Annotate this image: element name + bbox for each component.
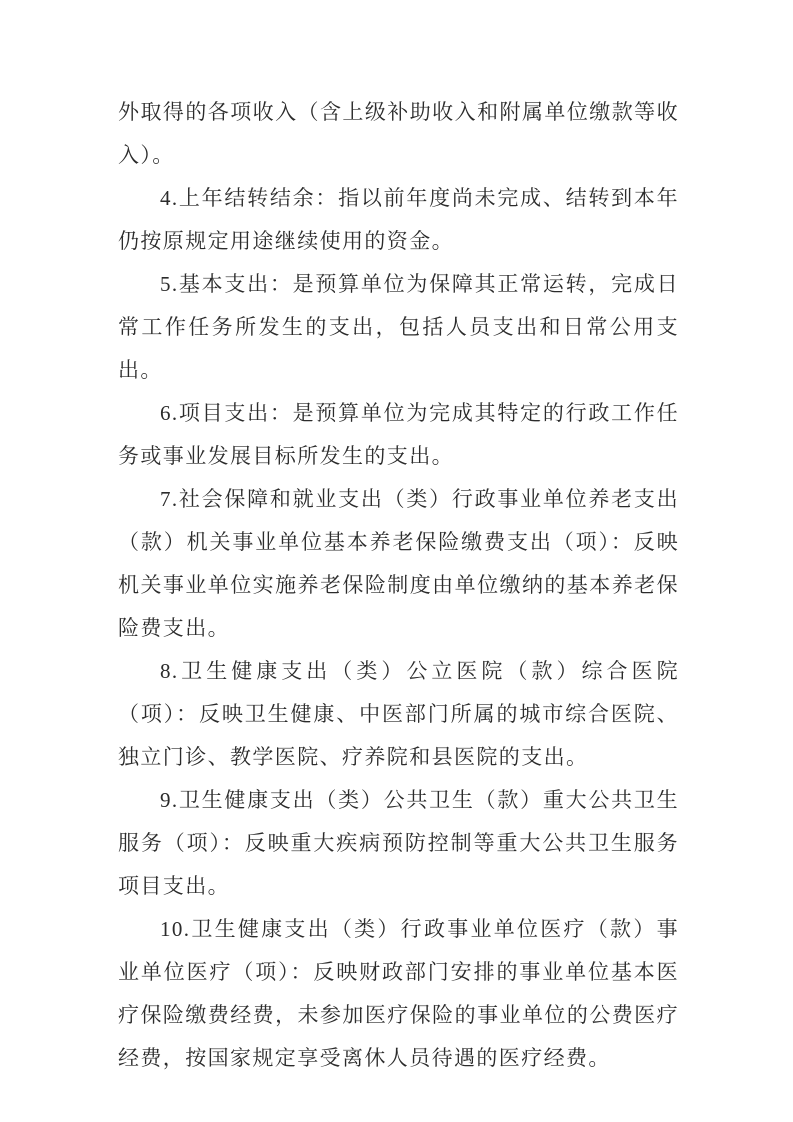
paragraph: 9.卫生健康支出（类）公共卫生（款）重大公共卫生服务（项）：反映重大疾病预防控制等重大公共卫生服务项目支出。 (118, 788, 679, 898)
paragraph: 外取得的各项收入（含上级补助收入和附属单位缴款等收入）。 (118, 100, 679, 167)
paragraph: 10.卫生健康支出（类）行政事业单位医疗（款）事业单位医疗（项）：反映财政部门安排的事业单位基本医疗保险缴费经费，未参加医疗保险的事业单位的公费医疗经费，按国家规定享受离休人员待遇的医疗经费。 (118, 917, 679, 1070)
paragraph: 5.基本支出：是预算单位为保障其正常运转，完成日常工作任务所发生的支出，包括人员支出和日常公用支出。 (118, 272, 679, 382)
paragraph: 6.项目支出：是预算单位为完成其特定的行政工作任务或事业发展目标所发生的支出。 (118, 401, 679, 468)
paragraph: 7.社会保障和就业支出（类）行政事业单位养老支出（款）机关事业单位基本养老保险缴费支出（项）：反映机关事业单位实施养老保险制度由单位缴纳的基本养老保险费支出。 (118, 487, 679, 640)
document-body (118, 91, 679, 1080)
paragraph: 8.卫生健康支出（类）公立医院（款）综合医院（项）：反映卫生健康、中医部门所属的城市综合医院、独立门诊、教学医院、疗养院和县医院的支出。 (118, 659, 679, 769)
paragraph: 4.上年结转结余：指以前年度尚未完成、结转到本年仍按原规定用途继续使用的资金。 (118, 186, 679, 253)
